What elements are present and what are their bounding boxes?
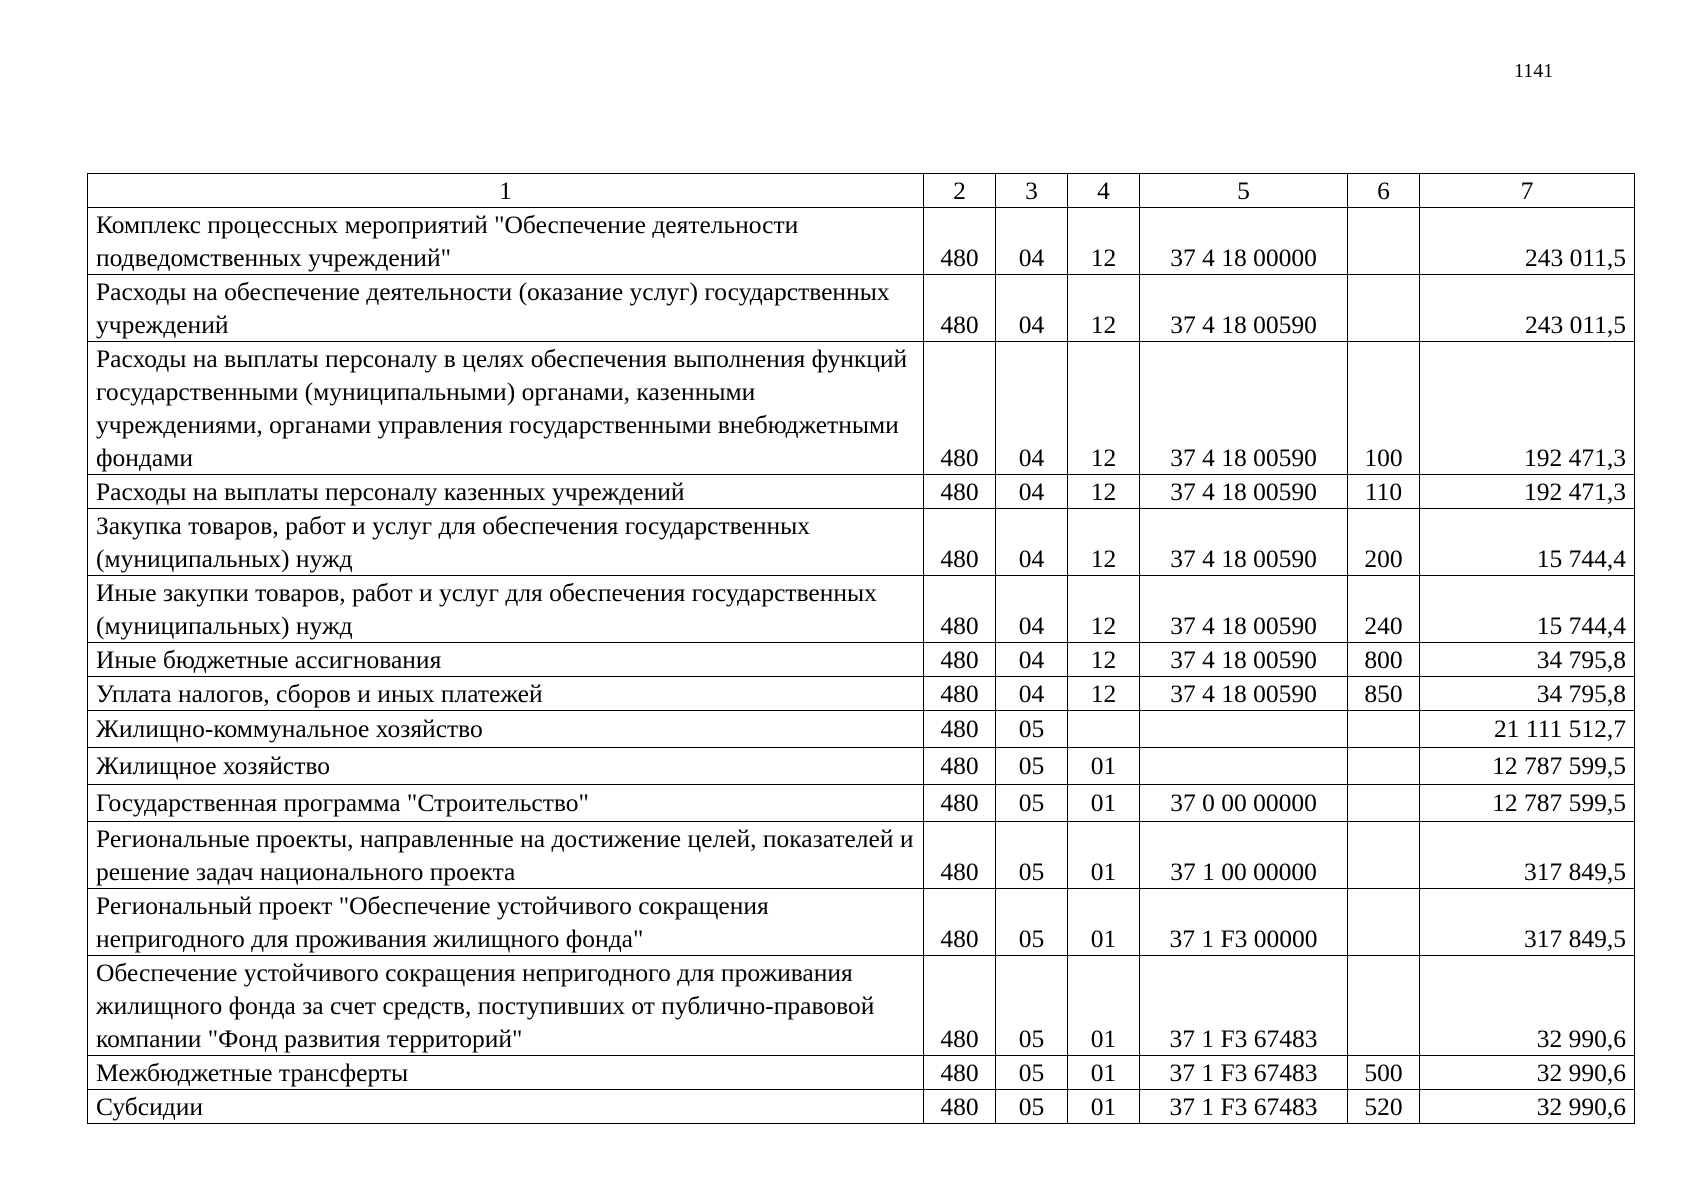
row-name: Жилищное хозяйство [88,748,924,785]
column-header: 7 [1420,174,1635,208]
row-expense-type [1348,785,1420,822]
table-row [88,342,1635,475]
row-grbs-code: 480 [924,1056,996,1090]
row-section-code: 04 [996,677,1068,711]
row-subsection-code: 01 [1068,956,1140,1056]
row-expense-type [1348,208,1420,275]
row-target-article: 37 0 00 00000 [1140,785,1348,822]
row-grbs-code: 480 [924,1090,996,1124]
row-target-article: 37 4 18 00590 [1140,677,1348,711]
row-section-code: 05 [996,1056,1068,1090]
row-name: Иные закупки товаров, работ и услуг для обеспечения государственных (муниципальных) нужд [88,576,924,643]
row-subsection-code: 01 [1068,1090,1140,1124]
row-grbs-code: 480 [924,785,996,822]
row-subsection-code: 12 [1068,342,1140,475]
row-target-article: 37 1 F3 67483 [1140,1090,1348,1124]
row-grbs-code: 480 [924,748,996,785]
row-name: Региональные проекты, направленные на достижение целей, показателей и решение задач национального проекта [88,822,924,889]
row-target-article: 37 4 18 00000 [1140,208,1348,275]
row-amount: 243 011,5 [1420,275,1635,342]
row-name: Уплата налогов, сборов и иных платежей [88,677,924,711]
table-row [88,576,1635,643]
row-section-code: 05 [996,889,1068,956]
column-header: 4 [1068,174,1140,208]
row-name: Расходы на выплаты персоналу казенных учреждений [88,475,924,509]
row-section-code: 04 [996,275,1068,342]
row-grbs-code: 480 [924,208,996,275]
row-expense-type: 850 [1348,677,1420,711]
page-number: 1141 [1514,60,1554,82]
row-section-code: 05 [996,1090,1068,1124]
table-row [88,275,1635,342]
row-subsection-code [1068,711,1140,748]
row-name: Жилищно-коммунальное хозяйство [88,711,924,748]
row-amount: 32 990,6 [1420,956,1635,1056]
row-subsection-code: 12 [1068,509,1140,576]
row-grbs-code: 480 [924,643,996,677]
row-amount: 15 744,4 [1420,509,1635,576]
row-amount: 32 990,6 [1420,1090,1635,1124]
row-name: Межбюджетные трансферты [88,1056,924,1090]
row-name: Региональный проект "Обеспечение устойчивого сокращения непригодного для проживания жилищного фонда" [88,889,924,956]
table-row [88,509,1635,576]
row-subsection-code: 01 [1068,748,1140,785]
row-name: Иные бюджетные ассигнования [88,643,924,677]
table-row [88,822,1635,889]
row-target-article: 37 4 18 00590 [1140,643,1348,677]
row-amount: 34 795,8 [1420,677,1635,711]
row-grbs-code: 480 [924,822,996,889]
row-expense-type: 500 [1348,1056,1420,1090]
table-row [88,208,1635,275]
row-section-code: 04 [996,208,1068,275]
column-header: 6 [1348,174,1420,208]
table-row [88,785,1635,822]
row-expense-type: 100 [1348,342,1420,475]
row-grbs-code: 480 [924,509,996,576]
row-grbs-code: 480 [924,475,996,509]
row-section-code: 05 [996,822,1068,889]
row-section-code: 05 [996,785,1068,822]
row-amount: 243 011,5 [1420,208,1635,275]
row-amount: 32 990,6 [1420,1056,1635,1090]
row-grbs-code: 480 [924,889,996,956]
table-row [88,1056,1635,1090]
header-row [88,174,1635,208]
row-section-code: 04 [996,475,1068,509]
row-section-code: 04 [996,509,1068,576]
column-header: 2 [924,174,996,208]
row-section-code: 05 [996,956,1068,1056]
row-name: Государственная программа "Строительство" [88,785,924,822]
row-subsection-code: 01 [1068,785,1140,822]
row-subsection-code: 12 [1068,576,1140,643]
column-header: 5 [1140,174,1348,208]
budget-table [87,173,1635,1124]
row-amount: 34 795,8 [1420,643,1635,677]
row-section-code: 04 [996,342,1068,475]
row-name: Расходы на обеспечение деятельности (оказание услуг) государственных учреждений [88,275,924,342]
row-name: Субсидии [88,1090,924,1124]
table-row [88,956,1635,1056]
row-subsection-code: 01 [1068,822,1140,889]
row-grbs-code: 480 [924,677,996,711]
row-grbs-code: 480 [924,956,996,1056]
row-expense-type [1348,956,1420,1056]
table-row [88,748,1635,785]
row-name: Комплекс процессных мероприятий "Обеспечение деятельности подведомственных учреждений" [88,208,924,275]
row-expense-type: 110 [1348,475,1420,509]
table-row [88,643,1635,677]
row-section-code: 04 [996,576,1068,643]
row-amount: 12 787 599,5 [1420,748,1635,785]
row-expense-type [1348,748,1420,785]
table-row [88,889,1635,956]
row-target-article: 37 1 00 00000 [1140,822,1348,889]
table-row [88,475,1635,509]
row-name: Обеспечение устойчивого сокращения непригодного для проживания жилищного фонда за счет средств, поступивших от публично-правовой компании "Фонд развития территорий" [88,956,924,1056]
row-target-article: 37 4 18 00590 [1140,342,1348,475]
table-body [88,208,1635,1124]
row-amount: 15 744,4 [1420,576,1635,643]
row-expense-type: 520 [1348,1090,1420,1124]
row-amount: 21 111 512,7 [1420,711,1635,748]
row-grbs-code: 480 [924,275,996,342]
row-expense-type [1348,711,1420,748]
row-subsection-code: 12 [1068,208,1140,275]
row-target-article [1140,748,1348,785]
row-expense-type: 800 [1348,643,1420,677]
row-expense-type: 200 [1348,509,1420,576]
row-target-article: 37 1 F3 67483 [1140,1056,1348,1090]
row-subsection-code: 12 [1068,475,1140,509]
row-section-code: 05 [996,748,1068,785]
table-row [88,711,1635,748]
table-row [88,1090,1635,1124]
row-amount: 192 471,3 [1420,475,1635,509]
row-section-code: 04 [996,643,1068,677]
table-row [88,677,1635,711]
row-target-article: 37 4 18 00590 [1140,509,1348,576]
row-name: Закупка товаров, работ и услуг для обеспечения государственных (муниципальных) нужд [88,509,924,576]
row-grbs-code: 480 [924,711,996,748]
row-amount: 12 787 599,5 [1420,785,1635,822]
column-header: 1 [88,174,924,208]
row-expense-type [1348,822,1420,889]
row-subsection-code: 12 [1068,677,1140,711]
row-subsection-code: 01 [1068,889,1140,956]
row-amount: 192 471,3 [1420,342,1635,475]
row-section-code: 05 [996,711,1068,748]
column-header: 3 [996,174,1068,208]
row-subsection-code: 12 [1068,275,1140,342]
row-grbs-code: 480 [924,342,996,475]
row-target-article: 37 4 18 00590 [1140,576,1348,643]
row-target-article: 37 4 18 00590 [1140,475,1348,509]
row-target-article: 37 1 F3 67483 [1140,956,1348,1056]
row-name: Расходы на выплаты персоналу в целях обеспечения выполнения функций государственными (муниципальными) органами, казенными учреждениями, органами управления государственными внебюджетными фондами [88,342,924,475]
row-expense-type [1348,275,1420,342]
row-subsection-code: 01 [1068,1056,1140,1090]
row-target-article: 37 4 18 00590 [1140,275,1348,342]
row-amount: 317 849,5 [1420,889,1635,956]
row-grbs-code: 480 [924,576,996,643]
row-expense-type: 240 [1348,576,1420,643]
row-target-article [1140,711,1348,748]
row-subsection-code: 12 [1068,643,1140,677]
row-amount: 317 849,5 [1420,822,1635,889]
row-expense-type [1348,889,1420,956]
row-target-article: 37 1 F3 00000 [1140,889,1348,956]
